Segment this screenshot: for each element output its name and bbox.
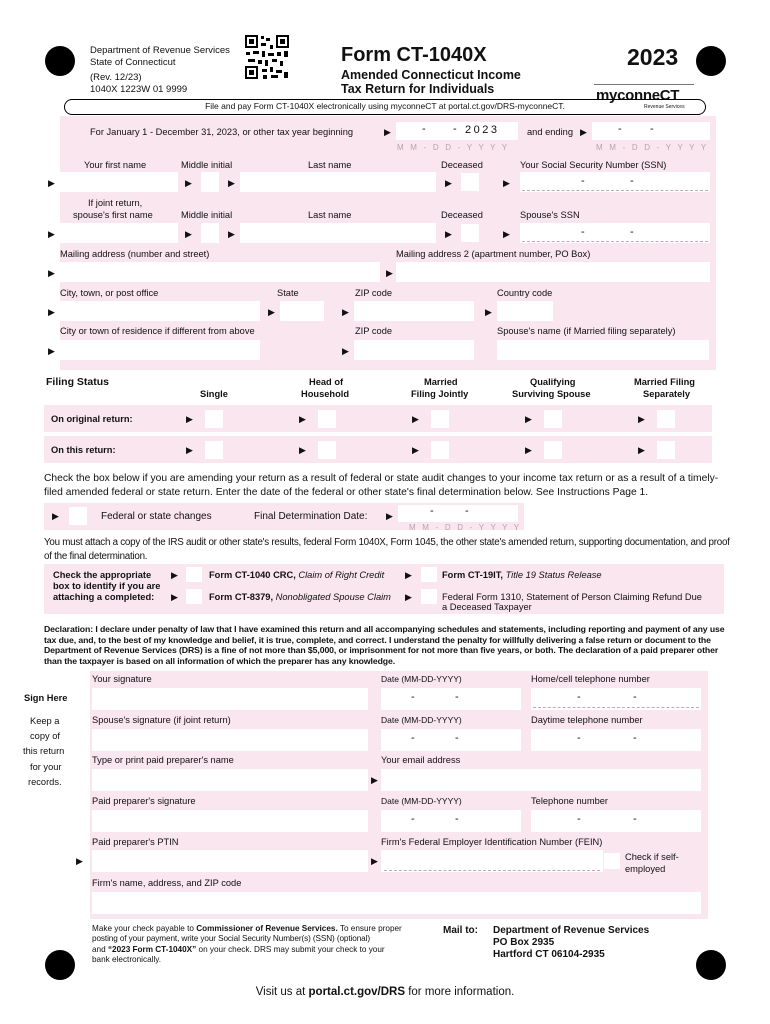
date-separator: - [453, 123, 457, 135]
arrow-icon: ▶ [186, 414, 193, 424]
arrow-icon: ▶ [228, 178, 235, 188]
your-signature-label: Your signature [92, 674, 152, 684]
spouse-signature-date-input[interactable] [381, 729, 521, 751]
phone-separator: - [577, 691, 581, 703]
date-label: Date (MM-DD-YYYY) [381, 674, 462, 684]
arrow-icon: ▶ [48, 229, 55, 239]
original-qss-checkbox[interactable] [544, 410, 562, 428]
arrow-icon: ▶ [76, 856, 83, 866]
fein-input[interactable] [381, 850, 603, 872]
this-hoh-checkbox[interactable] [318, 441, 336, 459]
fein-underline [384, 870, 600, 871]
firm-info-label: Firm's name, address, and ZIP code [92, 878, 242, 888]
arrow-icon: ▶ [638, 445, 645, 455]
mailing-address2-label: Mailing address 2 (apartment number, PO Box) [396, 249, 591, 259]
email-input[interactable] [381, 769, 701, 791]
arrow-icon: ▶ [299, 445, 306, 455]
spouse-first-name-label-line1: If joint return, [88, 198, 143, 208]
preparer-phone-label: Telephone number [531, 796, 609, 806]
date-separator: - [411, 691, 415, 703]
form-subtitle-line1: Amended Connecticut Income [341, 68, 521, 82]
arrow-icon: ▶ [186, 445, 193, 455]
your-signature-date-input[interactable] [381, 688, 521, 710]
footer-text: Visit us at portal.ct.gov/DRS for more information. [255, 986, 515, 998]
ct19it-checkbox[interactable] [421, 567, 437, 582]
date-separator: - [411, 732, 415, 744]
ssn-underline [522, 241, 708, 242]
arrow-icon: ▶ [503, 178, 510, 188]
spouse-name-mfs-input[interactable] [497, 340, 709, 360]
date-separator: - [430, 505, 434, 517]
zip-label: ZIP code [355, 288, 393, 298]
mail-address-line2: PO Box 2935 [493, 937, 555, 948]
ptin-label: Paid preparer's PTIN [92, 837, 179, 847]
phone-separator: - [633, 813, 637, 825]
self-employed-label-line2: employed [625, 864, 666, 874]
form1310-label-line1: Federal Form 1310, Statement of Person Claiming Refund Due [442, 592, 702, 602]
date-format-hint: M M - D D - Y Y Y Y [596, 143, 709, 152]
this-single-checkbox[interactable] [205, 441, 223, 459]
your-signature-input[interactable] [92, 688, 368, 710]
sign-here-label: Sign Here [24, 693, 68, 703]
keep-copy-line5: records. [28, 777, 62, 787]
arrow-icon: ▶ [48, 178, 55, 188]
arrow-icon: ▶ [48, 346, 55, 356]
arrow-icon: ▶ [445, 229, 452, 239]
dept-name: Department of Revenue Services [90, 45, 230, 56]
payment-line1: Make your check payable to Commissioner of Revenue Services. To ensure proper [92, 924, 402, 933]
ssn-separator: - [630, 175, 634, 187]
arrow-icon: ▶ [371, 856, 378, 866]
date-format-hint: M M - D D - Y Y Y Y [409, 523, 522, 532]
country-code-input[interactable] [497, 301, 553, 321]
arrow-icon: ▶ [485, 307, 492, 317]
country-code-label: Country code [497, 288, 553, 298]
filing-mfj-header-line2: Filing Jointly [411, 389, 469, 399]
this-qss-checkbox[interactable] [544, 441, 562, 459]
filing-this-row [44, 436, 712, 463]
filing-hoh-header-line1: Head of [309, 377, 344, 387]
keep-copy-line4: for your [30, 762, 62, 772]
registration-mark [45, 950, 75, 980]
ssn-input[interactable] [520, 172, 710, 192]
last-name-input[interactable] [240, 172, 436, 192]
ct19it-desc: Title 19 Status Release [505, 570, 602, 580]
city-label: City, town, or post office [60, 288, 159, 298]
arrow-icon: ▶ [503, 229, 510, 239]
arrow-icon: ▶ [386, 268, 393, 278]
phone-separator: - [633, 732, 637, 744]
ct8379-checkbox[interactable] [186, 589, 202, 604]
ssn-separator: - [581, 175, 585, 187]
date-separator: - [422, 123, 426, 135]
efile-banner [64, 99, 706, 115]
footer-link[interactable]: portal.ct.gov/DRS [308, 986, 406, 998]
original-mfs-checkbox[interactable] [657, 410, 675, 428]
registration-mark [696, 950, 726, 980]
attach-label-line2: box to identify if you are [53, 581, 161, 591]
payment-line3: and “2023 Form CT-1040X” on your check. DRS may submit your check to your [92, 944, 385, 954]
date-separator: - [411, 813, 415, 825]
this-mfj-checkbox[interactable] [431, 441, 449, 459]
email-label: Your email address [381, 755, 461, 765]
first-name-label: Your first name [84, 160, 147, 170]
period-begin-year: 2023 [465, 124, 500, 136]
filing-qss-header-line1: Qualifying [530, 377, 576, 387]
filing-single-header: Single [200, 389, 228, 399]
filing-qss-header-line2: Surviving Spouse [512, 389, 591, 399]
mail-address-line3: Hartford CT 06104-2935 [493, 949, 605, 960]
arrow-icon: ▶ [185, 229, 192, 239]
phone-separator: - [633, 691, 637, 703]
date-separator: - [455, 691, 459, 703]
arrow-icon: ▶ [445, 178, 452, 188]
payment-line2: posting of your payment, write your Social Security Number(s) (SSN) (optional) [92, 934, 370, 944]
keep-copy-line2: copy of [30, 731, 60, 741]
state-label: State [277, 288, 299, 298]
registration-mark [45, 46, 75, 76]
spouse-deceased-label: Deceased [441, 210, 483, 220]
mail-to-label: Mail to: [443, 925, 478, 936]
mailing-address-input[interactable] [60, 262, 380, 282]
residence-city-label: City or town of residence if different from above [60, 326, 255, 336]
qr-code-icon [244, 34, 290, 80]
spouse-last-name-input[interactable] [240, 223, 436, 243]
ssn-label: Your Social Security Number (SSN) [520, 160, 667, 170]
deceased-label: Deceased [441, 160, 483, 170]
ct8379-form: Form CT-8379, [209, 592, 274, 602]
original-single-checkbox[interactable] [205, 410, 223, 428]
date-separator: - [455, 732, 459, 744]
tax-year: 2023 [627, 44, 679, 70]
revision: (Rev. 12/23) [90, 72, 142, 83]
residence-zip-label: ZIP code [355, 326, 393, 336]
spouse-first-name-label-line2: spouse's first name [73, 210, 153, 220]
filing-original-row [44, 405, 712, 432]
payment-line4: bank electronically. [92, 954, 162, 964]
arrow-icon: ▶ [52, 511, 59, 521]
firm-info-input[interactable] [92, 892, 701, 914]
payment-instructions [92, 924, 442, 965]
spouse-ssn-label: Spouse's SSN [520, 210, 580, 220]
arrow-icon: ▶ [412, 445, 419, 455]
audit-instructions: Check the box below if you are amending your return as a result of federal or state audit changes to your income tax return or as a result of a timely-filed amended federal or state return. Enter the date of the federal or other state's final determination below. See Instructions Page 1. [44, 473, 719, 498]
final-determination-date-input[interactable] [398, 505, 518, 522]
arrow-icon: ▶ [525, 414, 532, 424]
spouse-deceased-checkbox[interactable] [461, 224, 479, 242]
period-begin-date-input[interactable] [396, 122, 518, 140]
arrow-icon: ▶ [228, 229, 235, 239]
spouse-signature-input[interactable] [92, 729, 368, 751]
ssn-underline [522, 190, 708, 191]
spouse-date-label: Date (MM-DD-YYYY) [381, 715, 462, 725]
original-return-label: On original return: [51, 414, 133, 424]
date-format-hint: M M - D D - Y Y Y Y [397, 143, 510, 152]
date-separator: - [618, 123, 622, 135]
filing-mfs-header-line1: Married Filing [634, 377, 695, 387]
federal-state-changes-label: Federal or state changes [101, 511, 212, 522]
keep-copy-line3: this return [23, 746, 65, 756]
date-separator: - [650, 123, 654, 135]
preparer-name-label: Type or print paid preparer's name [92, 755, 234, 765]
filing-hoh-header-line2: Household [301, 389, 350, 399]
spouse-last-name-label: Last name [308, 210, 352, 220]
middle-initial-label: Middle initial [181, 160, 233, 170]
ct19it-form: Form CT-19IT, [442, 570, 503, 580]
daytime-phone-label: Daytime telephone number [531, 715, 643, 725]
declaration-text: Declaration: I declare under penalty of law that I have examined this return and all accompanying schedules and statements, including reporting and payment of any use tax due, and, to the best of my knowledge and belief, it is true, complete, and correct. I understand the penalty for willfully delivering a false return or document to the Department of Revenue Services (DRS) is a fine of not more than $5,000, or imprisonment for not more than five years, or both. The declaration of a paid preparer other than the taxpayer is based on all information of which the preparer has any knowledge. [44, 624, 725, 666]
ct1040crc-form: Form CT-1040 CRC, [209, 570, 296, 580]
filing-status-title: Filing Status [46, 376, 109, 388]
preparer-signature-date-input[interactable] [381, 810, 521, 832]
deceased-checkbox[interactable] [461, 173, 479, 191]
spouse-first-name-input[interactable] [60, 223, 178, 243]
spouse-middle-initial-label: Middle initial [181, 210, 233, 220]
arrow-icon: ▶ [342, 307, 349, 317]
ct8379-label [209, 592, 391, 602]
form-title: Form CT-1040X [341, 44, 487, 66]
arrow-icon: ▶ [48, 307, 55, 317]
attach-label-line1: Check the appropriate [53, 570, 152, 580]
residence-city-input[interactable] [60, 340, 260, 360]
registration-mark [696, 46, 726, 76]
arrow-icon: ▶ [384, 127, 391, 137]
arrow-icon: ▶ [48, 268, 55, 278]
state-input[interactable] [280, 301, 324, 321]
home-phone-label: Home/cell telephone number [531, 674, 650, 684]
and-ending-label: and ending [527, 127, 574, 137]
state-name: State of Connecticut [90, 57, 176, 68]
arrow-icon: ▶ [268, 307, 275, 317]
ct1040crc-label [209, 570, 384, 580]
federal-state-changes-checkbox[interactable] [69, 507, 87, 525]
preparer-date-label: Date (MM-DD-YYYY) [381, 796, 462, 806]
efile-note: File and pay Form CT-1040X electronically using myconneCT at portal.ct.gov/DRS-myconneCT. [205, 101, 565, 111]
original-hoh-checkbox[interactable] [318, 410, 336, 428]
preparer-signature-input[interactable] [92, 810, 368, 832]
ct1040crc-checkbox[interactable] [186, 567, 202, 582]
mailing-address2-input[interactable] [396, 262, 710, 282]
arrow-icon: ▶ [171, 570, 178, 580]
arrow-icon: ▶ [405, 592, 412, 602]
logo-text: myconneCT [596, 87, 680, 104]
form1310-label-line2: a Deceased Taxpayer [442, 602, 532, 612]
preparer-phone-input[interactable] [531, 810, 701, 832]
arrow-icon: ▶ [185, 178, 192, 188]
attach-documentation-note: You must attach a copy of the IRS audit or other state's results, federal Form 1040X, Form 1045, the other state's amended return, supporting documentation, and proof of the final determination. [44, 537, 730, 562]
arrow-icon: ▶ [412, 414, 419, 424]
phone-separator: - [577, 813, 581, 825]
arrow-icon: ▶ [525, 445, 532, 455]
arrow-icon: ▶ [638, 414, 645, 424]
spouse-name-mfs-label: Spouse's name (if Married filing separately) [497, 326, 676, 336]
ct8379-desc: Nonobligated Spouse Claim [275, 592, 391, 602]
city-input[interactable] [60, 301, 260, 321]
phone-underline [533, 707, 699, 708]
self-employed-label-line1: Check if self- [625, 852, 679, 862]
ssn-separator: - [630, 226, 634, 238]
original-mfj-checkbox[interactable] [431, 410, 449, 428]
this-mfs-checkbox[interactable] [657, 441, 675, 459]
spouse-ssn-input[interactable] [520, 223, 710, 243]
logo-subtext: Revenue Services [644, 104, 685, 110]
ssn-separator: - [581, 226, 585, 238]
filing-mfj-header-line1: Married [424, 377, 458, 387]
keep-copy-line1: Keep a [30, 716, 60, 726]
tax-period-label: For January 1 - December 31, 2023, or other tax year beginning [90, 127, 354, 137]
arrow-icon: ▶ [580, 127, 587, 137]
arrow-icon: ▶ [386, 511, 393, 521]
preparer-name-input[interactable] [92, 769, 368, 791]
form1310-checkbox[interactable] [421, 589, 437, 604]
ct19it-label [442, 570, 602, 580]
arrow-icon: ▶ [371, 775, 378, 785]
arrow-icon: ▶ [171, 592, 178, 602]
mail-address-line1: Department of Revenue Services [493, 925, 650, 936]
form-code: 1040X 1223W 01 9999 [90, 84, 188, 95]
final-determination-label: Final Determination Date: [254, 511, 368, 522]
arrow-icon: ▶ [299, 414, 306, 424]
this-return-label: On this return: [51, 445, 116, 455]
last-name-label: Last name [308, 160, 352, 170]
fein-label: Firm's Federal Employer Identification Number (FEIN) [381, 837, 603, 847]
date-separator: - [465, 505, 469, 517]
attach-label-line3: attaching a completed: [53, 592, 155, 602]
daytime-phone-input[interactable] [531, 729, 701, 751]
mailing-address-label: Mailing address (number and street) [60, 249, 210, 259]
arrow-icon: ▶ [342, 346, 349, 356]
ptin-input[interactable] [92, 850, 368, 872]
ct1040crc-desc: Claim of Right Credit [298, 570, 385, 580]
preparer-signature-label: Paid preparer's signature [92, 796, 196, 806]
middle-initial-input[interactable] [201, 172, 219, 192]
filing-mfs-header-line2: Separately [643, 389, 691, 399]
self-employed-checkbox[interactable] [604, 853, 620, 869]
arrow-icon: ▶ [405, 570, 412, 580]
residence-zip-input[interactable] [354, 340, 474, 360]
form-subtitle-line2: Tax Return for Individuals [341, 82, 495, 96]
spouse-signature-label: Spouse's signature (if joint return) [92, 715, 231, 725]
date-separator: - [455, 813, 459, 825]
zip-input[interactable] [354, 301, 474, 321]
first-name-input[interactable] [60, 172, 178, 192]
phone-separator: - [577, 732, 581, 744]
spouse-middle-initial-input[interactable] [201, 223, 219, 243]
